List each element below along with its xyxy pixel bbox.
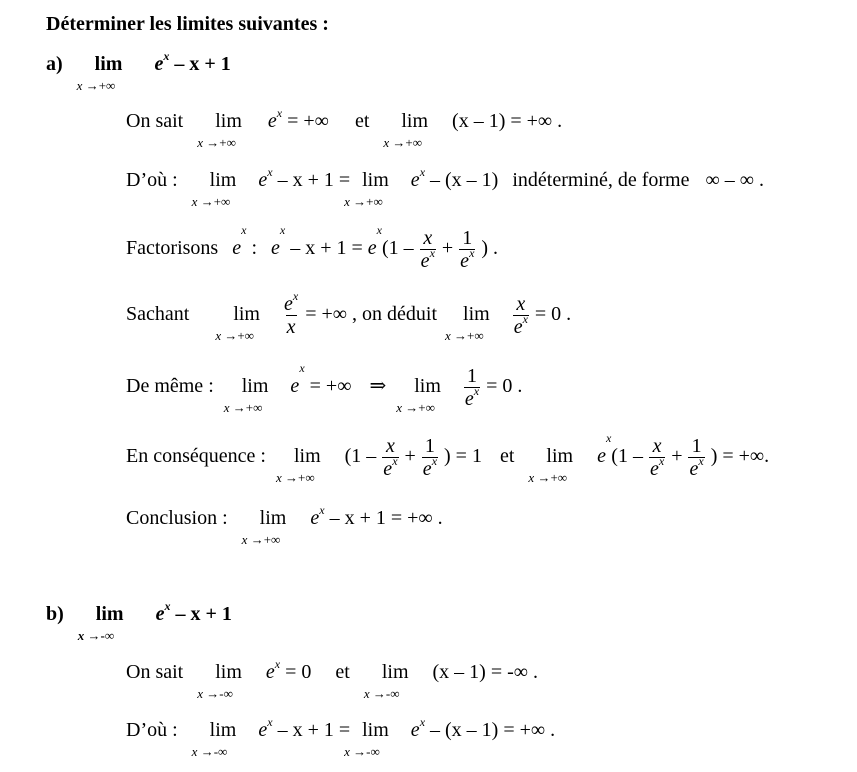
fraction-1-over-ex: $\frac{1}{e^x}$: [464, 365, 480, 410]
part-a-dou: D’où : lim x →+∞ $e^x - x + 1 = \lim$ x →+∞ $e^x - (x - 1)$ indéterminé, de forme ∞ – ∞ .: [126, 165, 765, 209]
limit-operator: lim x →+∞: [528, 445, 574, 486]
limit-operator: lim x →+∞: [197, 110, 242, 150]
part-a-heading: a) lim x →+∞ $e^x - x + 1$: [46, 49, 231, 93]
part-a-en-consequence: En conséquence : lim x →+∞ (1 – $\frac{x}{e^x}$ + $\frac{1}{e^x}$ ) = 1 et lim x →+∞ $e^x(1$ – $\frac{x}{e^x}$ + $\frac{1}{e^x}$ ) = +∞.: [126, 431, 770, 486]
part-a-sachant: Sachant lim x →+∞ $\frac{e^x}{x}$ = +∞ , on déduit lim x →+∞ $\frac{x}{e^x}$ = 0 .: [126, 289, 572, 344]
limit-operator: lim x →+∞: [275, 445, 321, 486]
limit-operator: lim x →-∞: [191, 719, 237, 759]
part-b-on-sait: On sait lim x →-∞ $e^x = 0$ et lim x →-∞ (x – 1) = -∞ .: [126, 657, 539, 701]
fraction-1-over-ex: $\frac{1}{e^x}$: [689, 435, 704, 480]
fraction-ex-over-x: $\frac{e^x}{x}$: [283, 289, 299, 338]
limit-operator: lim x →+∞: [191, 169, 237, 209]
limit-operator: lim x →+∞: [241, 507, 287, 547]
limit-operator: lim x →+∞: [344, 169, 389, 209]
fraction-1-over-ex: $\frac{1}{e^x}$: [460, 227, 475, 272]
part-a-factorisons: Factorisons $e^x$ : $e^x - x + 1 = e^x(1$ – $\frac{x}{e^x}$ + $\frac{1}{e^x}$ ) .: [126, 223, 499, 272]
fraction-x-over-ex: $\frac{x}{e^x}$: [383, 435, 398, 480]
fraction-1-over-ex: $\frac{1}{e^x}$: [422, 435, 438, 480]
implies-icon: ⇒: [369, 375, 387, 398]
page-title: Déterminer les limites suivantes :: [46, 13, 329, 35]
fraction-x-over-ex: $\frac{x}{e^x}$: [420, 227, 435, 272]
part-b-heading: b) lim x →-∞ $e^x - x + 1$: [46, 599, 232, 643]
limit-operator: lim x →-∞: [344, 719, 389, 759]
part-b-dou: D’où : lim x →-∞ $e^x - x + 1 = \lim$ x →-∞ $e^x - (x - 1)$ = +∞ .: [126, 715, 556, 759]
part-a-de-meme: De même : lim x →+∞ $e^x$ = +∞ ⇒ lim x →+∞ $\frac{1}{e^x}$ = 0 .: [126, 361, 523, 416]
part-a-conclusion: Conclusion : lim x →+∞ $e^x - x + 1$ = +∞ .: [126, 503, 443, 547]
limit-operator: lim x →-∞: [197, 661, 242, 701]
limit-operator: lim x →+∞: [383, 110, 429, 150]
limit-operator: lim x →+∞: [396, 375, 441, 416]
limit-operator: lim x →-∞: [363, 661, 409, 701]
limit-operator: lim x →+∞: [223, 375, 269, 416]
part-a-marker: a): [46, 53, 63, 75]
part-a-on-sait: On sait lim x →+∞ $e^x$ = +∞ et lim x →+∞ (x – 1) = +∞ .: [126, 106, 563, 150]
limit-operator: lim x →+∞: [76, 53, 123, 93]
fraction-x-over-ex: $\frac{x}{e^x}$: [513, 293, 528, 338]
part-b-marker: b): [46, 603, 64, 625]
limit-operator: lim x →+∞: [445, 303, 490, 344]
limit-operator: lim x →+∞: [215, 303, 260, 344]
limit-operator: lim x →-∞: [77, 603, 124, 643]
fraction-x-over-ex: $\frac{x}{e^x}$: [649, 435, 665, 480]
